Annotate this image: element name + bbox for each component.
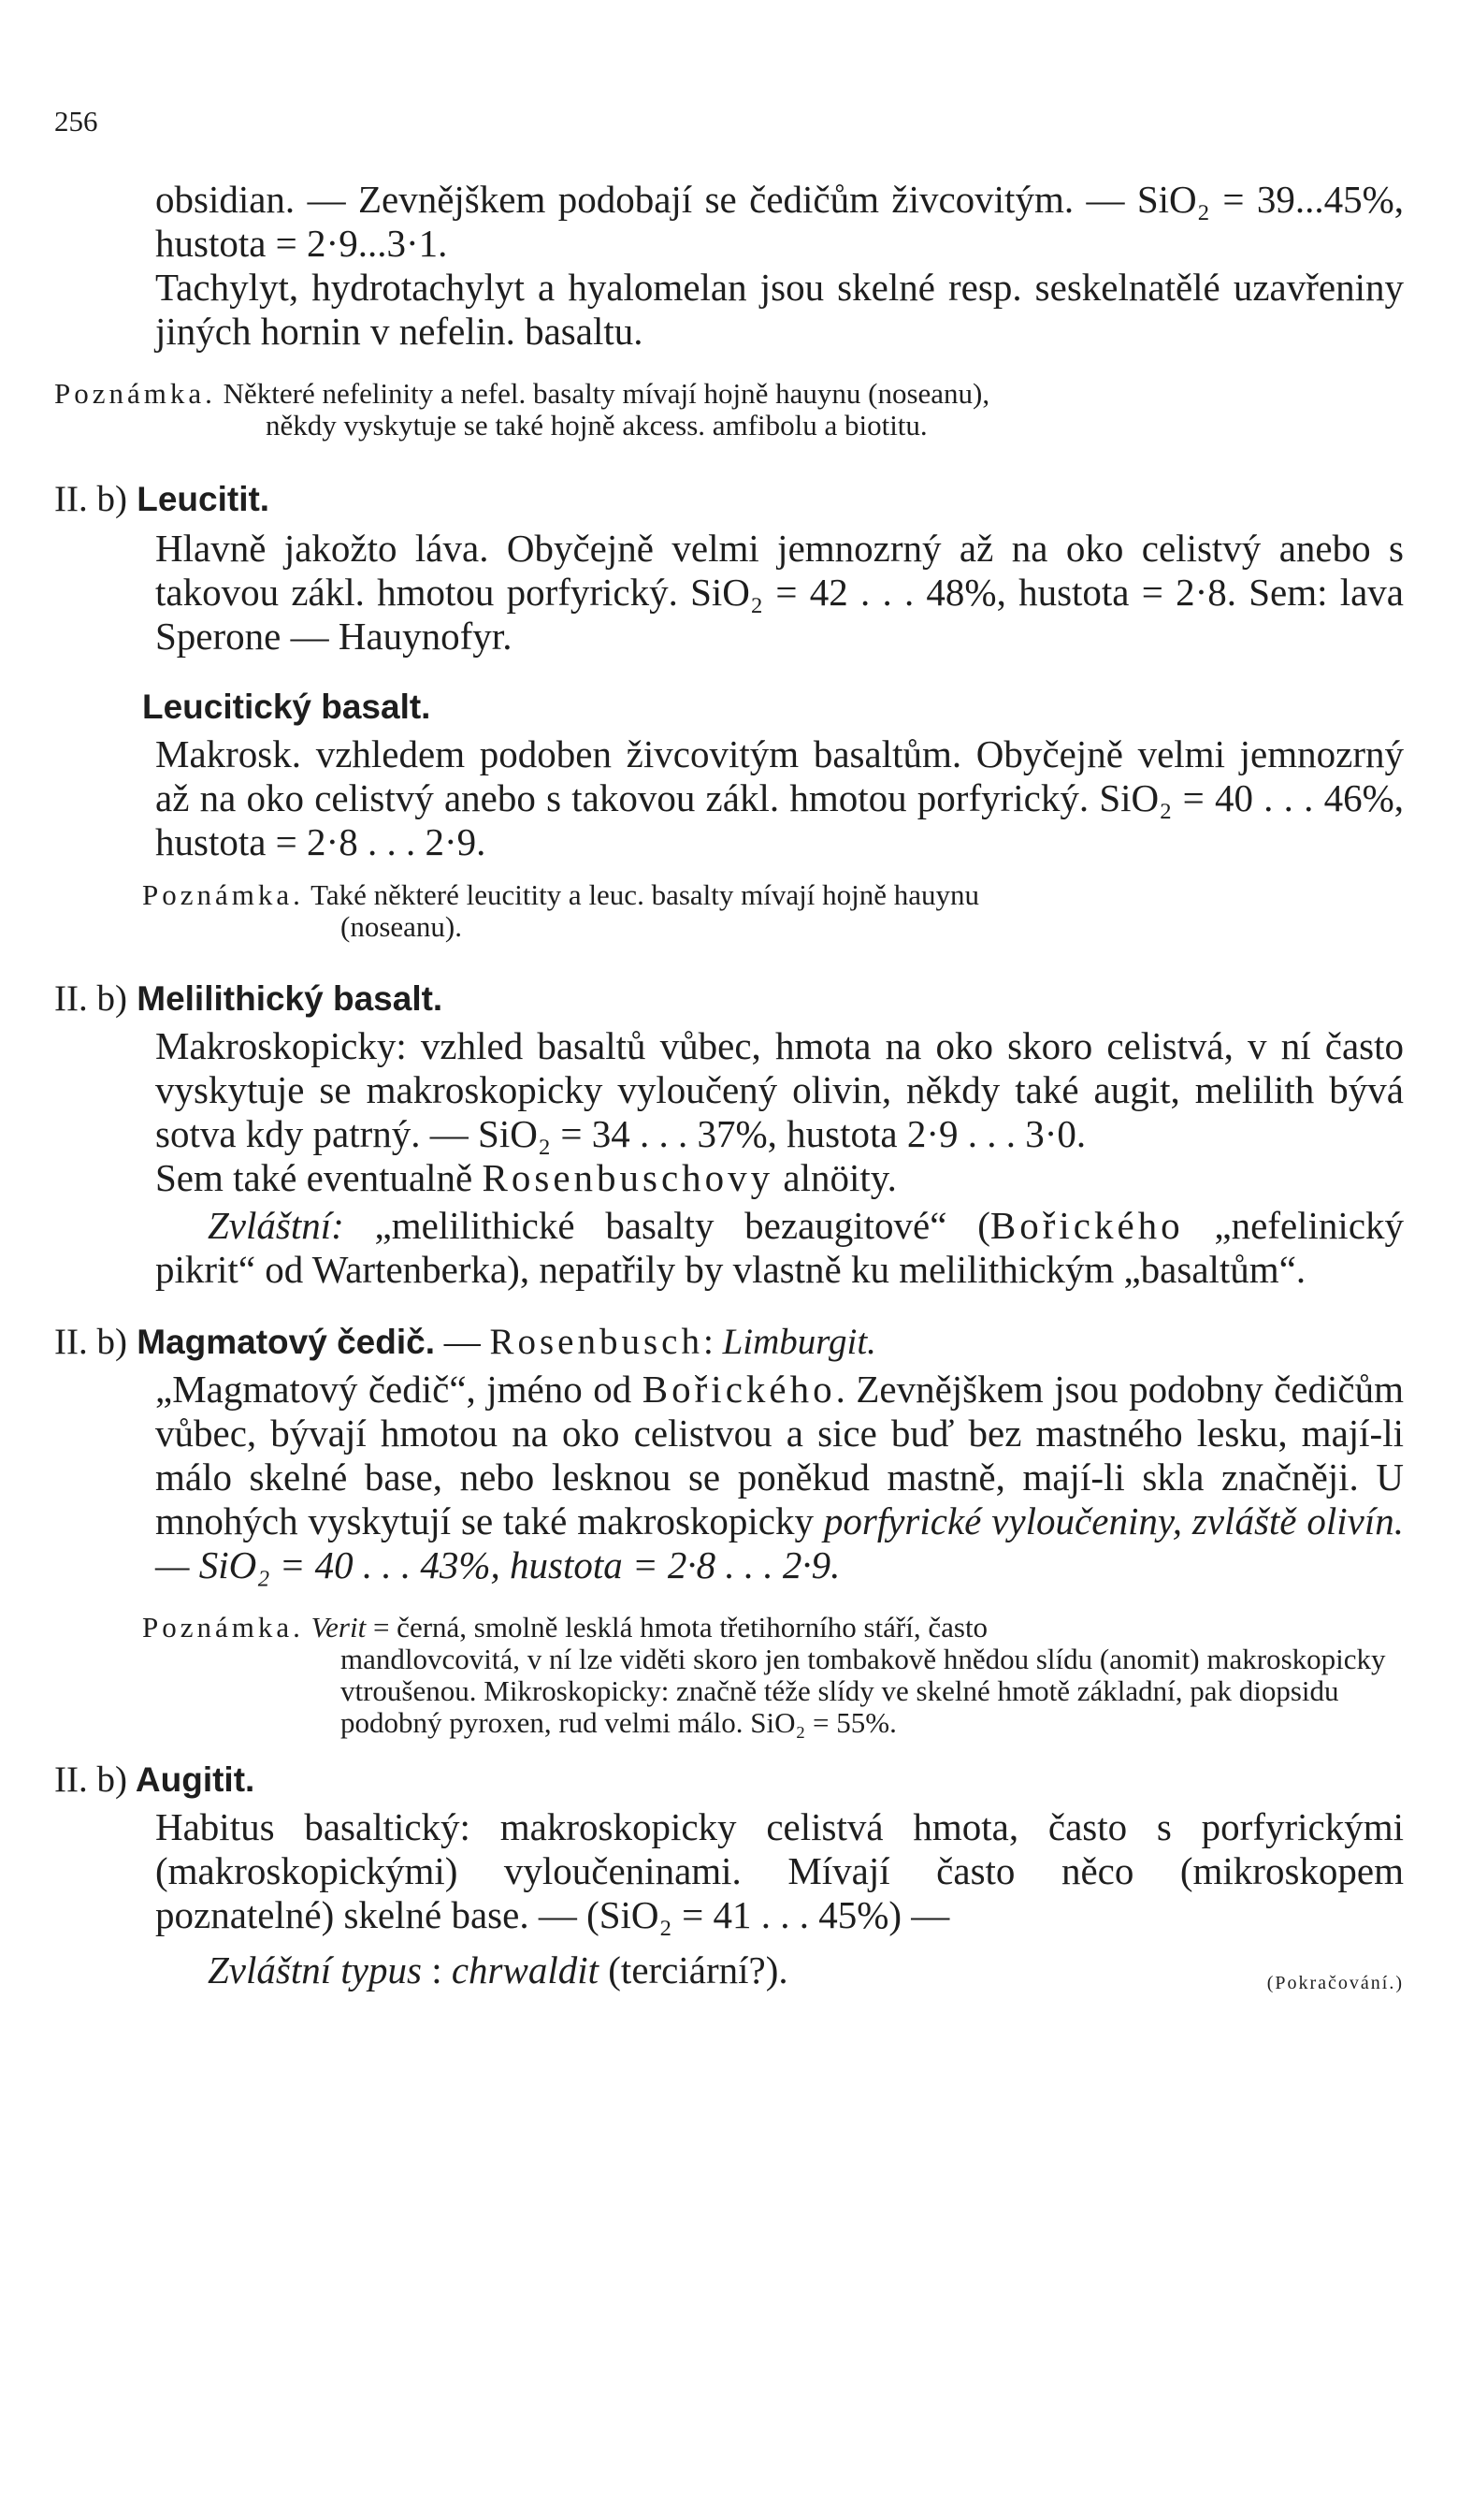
text: : — [702, 1322, 723, 1362]
page-body — [54, 178, 1405, 2006]
note-text-continued: (noseanu). — [340, 910, 462, 943]
heading-augitit — [54, 1758, 1404, 1802]
text: „nefelinický pikrit“ od Wartenberka), nepatřily by vlastně ku melilithickým „basaltům“. — [155, 1204, 1405, 1291]
synonym: Limburgit. — [722, 1322, 876, 1362]
heading-magmatic-basalt — [54, 1320, 1404, 1364]
heading-melilithic-basalt — [54, 977, 1404, 1021]
heading-leucitic-basalt — [142, 685, 1404, 729]
text: „Magmatový čedič“, jméno od — [155, 1368, 642, 1411]
melilithic-special — [155, 1204, 1404, 1292]
note-nefelinity — [54, 378, 1404, 442]
italic-text: porfyrické vyloučeniny, zvláště olivín. — SiO₂ = 40 . . . 43%, hustota = 2·8 . . . 2·9. — [155, 1499, 1405, 1586]
note-label: Poznámka. — [142, 1611, 304, 1644]
section-number: II. b) — [54, 479, 127, 519]
text: — — [434, 1322, 490, 1362]
author-name: Bořického — [642, 1368, 836, 1411]
section-title: Melilithický basalt. — [137, 979, 443, 1018]
note-text-continued: mandlovcovitá, v ní lze viděti skoro jen tombakově hnědou slídu (anomit) makroskopicky vtroušenou. Mikroskopicky: značně téže slídy ve skelné hmotě základní, pak diopsidu podobný pyroxen, rud velmi málo. SiO₂ = 55%. — [340, 1643, 1386, 1739]
augitit-special — [155, 1948, 1404, 1992]
term: Verit — [310, 1611, 367, 1644]
text: : — [421, 1948, 452, 1991]
author-name: Bořického — [989, 1204, 1184, 1247]
continued-note: (Pokračování.) — [1266, 1973, 1404, 1993]
note-text: Některé nefelinity a nefel. basalty mívají hojně hauynu (noseanu), — [223, 377, 990, 410]
section-title: Magmatový čedič. — [137, 1323, 435, 1361]
author-name: Rosenbusch — [489, 1322, 703, 1362]
text: . Zevnějškem jsou podobny čedičům vůbec, bývají hmotou na oko celistvou a sice buď bez mastného lesku, mají-li málo skelné base, nebo lesknou se poněkud mastně, mají-li skla značněji. U mnohých vyskytují se také makroskopicky — [155, 1368, 1404, 1542]
text: (terciární?). — [599, 1948, 788, 1991]
author-name: Rosenbuschovy — [482, 1156, 774, 1199]
note-text: = černá, smolně lesklá hmota třetihorního stáří, často — [366, 1611, 989, 1644]
section-title: Augitit. — [135, 1760, 255, 1799]
text: „melilithické basalty bezaugitové“ ( — [374, 1204, 990, 1247]
leucitit-paragraph: Hlavně jakožto láva. Obyčejně velmi jemnozrný až na oko celistvý anebo s takovou zákl. hmotou porfyrický. SiO₂ = 42 . . . 48%, hustota = 2·8. Sem: lava Sperone — Hauynofyr. — [155, 527, 1404, 658]
section-title: Leucitit. — [137, 480, 270, 518]
obsidian-paragraph: obsidian. — Zevnějškem podobají se čedičům živcovitým. — SiO₂ = 39...45%, hustota = 2·9...3·1. — [155, 178, 1404, 265]
heading-leucitit — [54, 477, 1404, 521]
italic-text: chrwaldit — [451, 1948, 599, 1991]
section-number: II. b) — [54, 1322, 127, 1362]
text: alnöity. — [783, 1156, 897, 1199]
note-verit — [142, 1612, 1404, 1739]
section-number: II. b) — [54, 978, 127, 1019]
italic-text: Zvláštní typus — [208, 1948, 422, 1991]
text: Sem také eventualně — [155, 1156, 473, 1199]
augitit-paragraph: Habitus basaltický: makroskopicky celistvá hmota, často s porfyrickými (makroskopickými) vyloučeninami. Mívají často něco (mikroskopem poznatelné) skelné base. — (SiO₂ = 41 . . . 45%) — — [155, 1805, 1404, 1936]
melilithic-alnoity — [155, 1156, 1404, 1200]
tachylyt-paragraph: Tachylyt, hydrotachylyt a hyalomelan jsou skelné resp. seskelnatělé uzavřeniny jiných hornin v nefelin. basaltu. — [155, 266, 1404, 353]
special-label: Zvláštní: — [208, 1204, 344, 1247]
melilithic-paragraph: Makroskopicky: vzhled basaltů vůbec, hmota na oko skoro celistvá, v ní často vyskytuje se makroskopicky vyloučený olivin, někdy také augit, melilith bývá sotva kdy patrný. — SiO₂ = 34 . . . 37%, hustota 2·9 . . . 3·0. — [155, 1024, 1404, 1155]
note-text: Také některé leucitity a leuc. basalty mívají hojně hauynu — [310, 878, 979, 911]
note-leucitity — [142, 879, 1404, 943]
page-number: 256 — [54, 105, 98, 138]
note-label: Poznámka. — [142, 878, 304, 911]
note-text-continued: někdy vyskytuje se také hojně akcess. amfibolu a biotitu. — [266, 409, 928, 442]
magmatic-paragraph — [155, 1368, 1404, 1587]
section-title: Leucitický basalt. — [142, 688, 431, 726]
leucitic-basalt-paragraph: Makrosk. vzhledem podoben živcovitým basaltům. Obyčejně velmi jemnozrný až na oko celistvý anebo s takovou zákl. hmotou porfyrický. SiO₂ = 40 . . . 46%, hustota = 2·8 . . . 2·9. — [155, 732, 1404, 863]
note-label: Poznámka. — [54, 377, 216, 410]
section-number: II. b) — [54, 1760, 127, 1800]
